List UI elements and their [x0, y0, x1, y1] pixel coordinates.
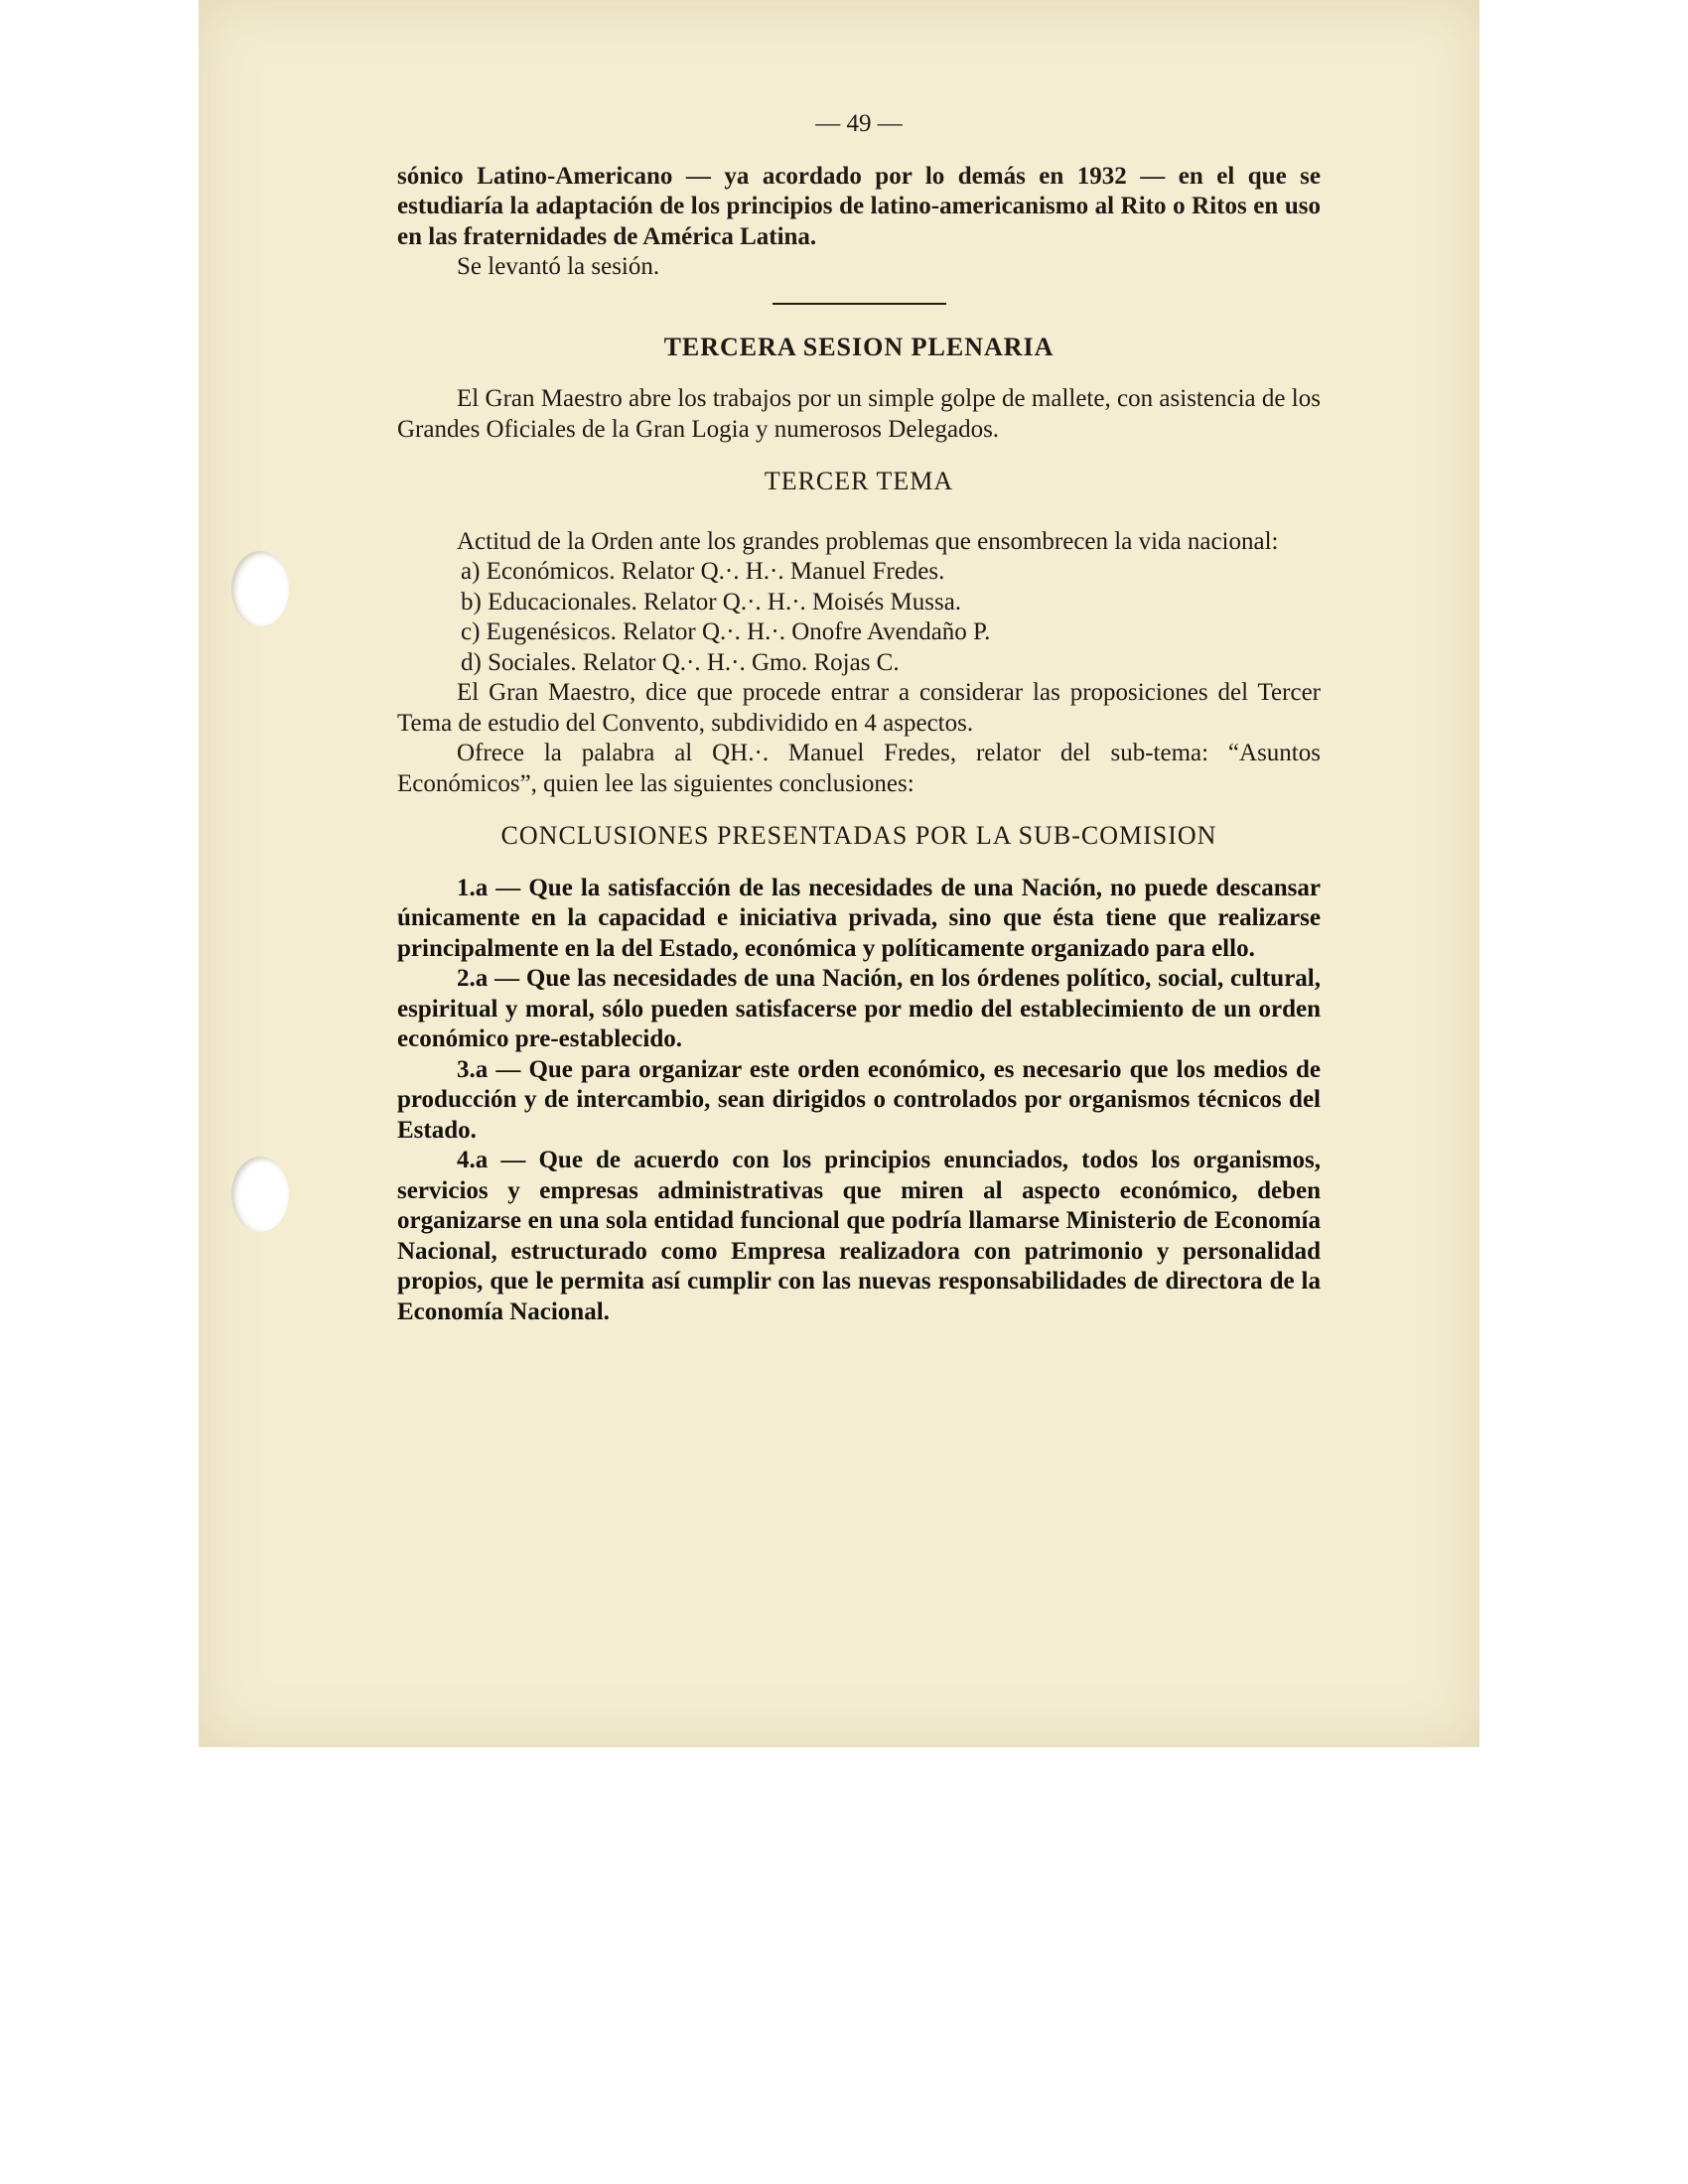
conclusion-item: 4.a — Que de acuerdo con los principios enunciados, todos los organismos, servicios y empresas administrativas que miren al aspecto económico, deben organizarse en una sola entidad funcional que podría llamarse Ministerio de Economía Nacional, estructurado como Empresa realizadora con patrimonio y personalidad propios, que le permita así cumplir con las nuevas responsabilidades de directora de la Economía Nacional. — [397, 1147, 1321, 1325]
conclusion-item: 1.a — Que la satisfacción de las necesidades de una Nación, no puede descansar únicamente en la capacidad e iniciativa privada, sino que ésta tiene que realizarse principalmente en la del Estado, económica y políticamente organizado para ello. — [397, 874, 1321, 962]
list-item: c) Eugenésicos. Relator Q.·. H.·. Onofre Avendaño P. — [461, 618, 991, 645]
page-number: — 49 — — [815, 110, 903, 137]
paragraph-floor-given: Ofrece la palabra al QH.·. Manuel Fredes, relator del sub-tema: “Asuntos Económicos”, quien lee las siguientes conclusiones: — [397, 740, 1321, 797]
list-item: b) Educacionales. Relator Q.·. H.·. Moisés Mussa. — [461, 588, 962, 615]
page-content — [397, 109, 1321, 1327]
section-divider — [773, 303, 946, 305]
list-item: d) Sociales. Relator Q.·. H.·. Gmo. Rojas C. — [461, 648, 900, 676]
punch-hole-top — [231, 551, 289, 626]
paragraph-opening: El Gran Maestro abre los trabajos por un simple golpe de mallete, con asistencia de los Grandes Oficiales de la Gran Logia y numerosos Delegados. — [397, 385, 1321, 443]
paragraph-continuation: sónico Latino-Americano — ya acordado por lo demás en 1932 — en el que se estudiaría la adaptación de los principios de latino-americanismo al Rito o Ritos en uso en las fraternidades de América Latina. — [397, 162, 1321, 250]
heading-third-theme: TERCER TEMA — [764, 467, 954, 495]
heading-third-session: TERCERA SESION PLENARIA — [663, 332, 1055, 361]
list-item: a) Económicos. Relator Q.·. H.·. Manuel Fredes. — [461, 558, 945, 585]
conclusion-item: 3.a — Que para organizar este orden económico, es necesario que los medios de producción y de intercambio, sean dirigidos o controlados por organismos técnicos del Estado. — [397, 1055, 1321, 1144]
paragraph-theme-intro: Actitud de la Orden ante los grandes problemas que ensombrecen la vida nacional: — [457, 527, 1279, 555]
conclusion-item: 2.a — Que las necesidades de una Nación, en los órdenes político, social, cultural, espiritual y moral, sólo pueden satisfacerse por medio del establecimiento de un orden económico pre-establecido. — [397, 965, 1321, 1052]
heading-conclusions: CONCLUSIONES PRESENTADAS POR LA SUB-COMISION — [500, 821, 1217, 850]
topic-list — [397, 557, 1321, 678]
paragraph-session-closed: Se levantó la sesión. — [457, 253, 660, 280]
paragraph-proceed: El Gran Maestro, dice que procede entrar a considerar las proposiciones del Tercer Tema de estudio del Convento, subdividido en 4 aspectos. — [397, 679, 1321, 737]
punch-hole-bottom — [231, 1157, 289, 1232]
